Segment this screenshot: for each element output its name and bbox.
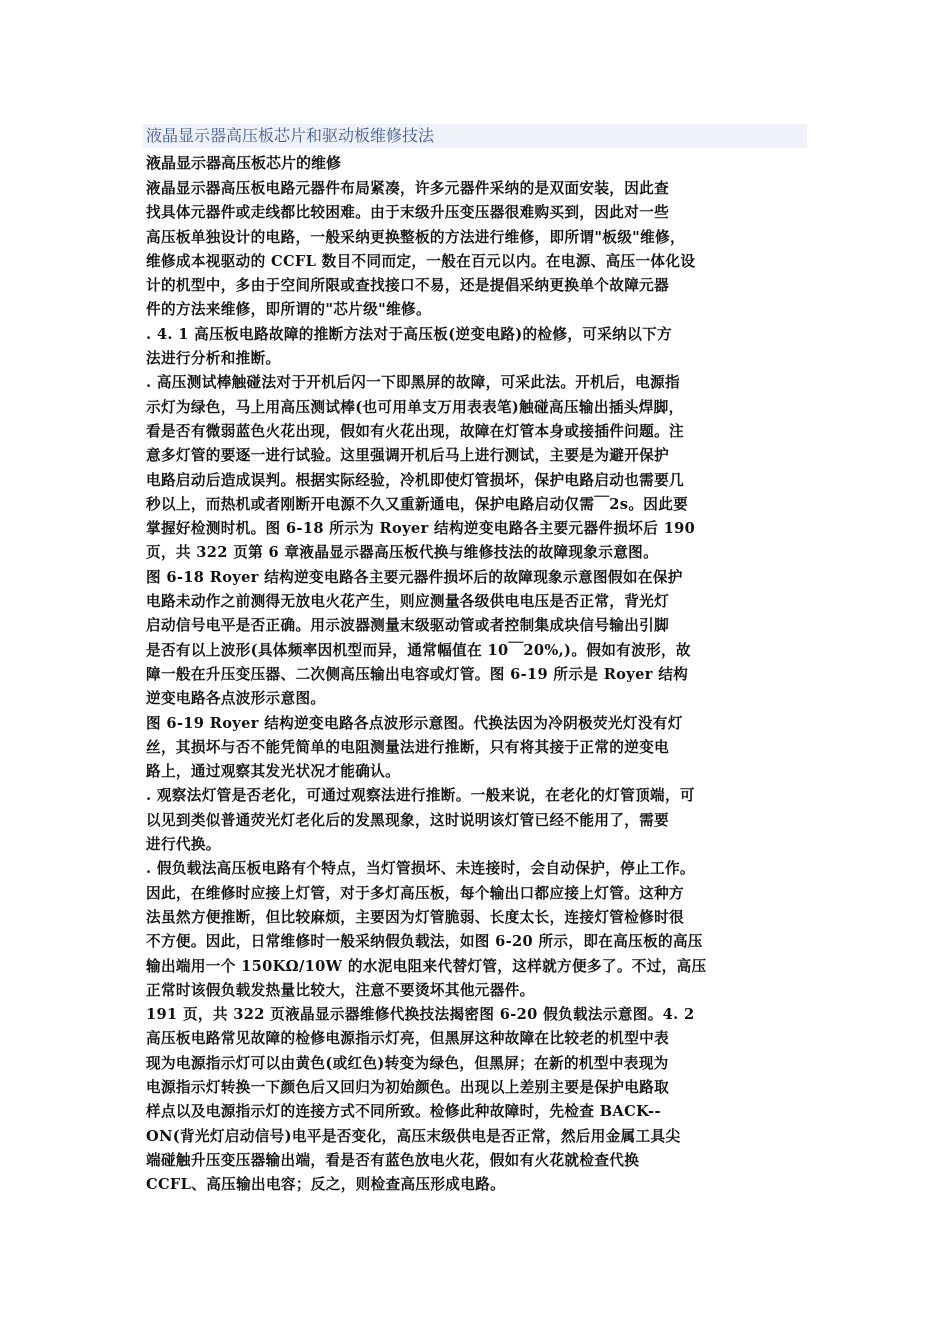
text-line: 液晶显示器高压板电路元器件布局紧凑，许多元器件采纳的是双面安装，因此查 bbox=[146, 180, 670, 197]
text-line: 不方便。因此，日常维修时一般采纳假负载法，如图 6-20 所示，即在高压板的高压 bbox=[146, 933, 703, 951]
text-line: . 高压测试棒触碰法对于开机后闪一下即黑屏的故障，可采此法。开机后，电源指 bbox=[146, 374, 680, 392]
text-line: 端碰触升压变压器输出端，看是否有蓝色放电火花，假如有火花就检查代换 bbox=[146, 1151, 640, 1169]
text-line: 秒以上，而热机或者刚断开电源不久又重新通电，保护电路启动仅需￣2s。因此要 bbox=[146, 495, 689, 513]
text-line: 示灯为绿色，马上用高压测试棒(也可用单支万用表表笔)触碰高压输出插头焊脚， bbox=[146, 398, 684, 416]
text-line: 路上，通过观察其发光状况才能确认。 bbox=[146, 763, 401, 781]
text-line: 图 6-19 Royer 结构逆变电路各点波形示意图。代换法因为冷阴极荧光灯没有灯 bbox=[146, 714, 683, 732]
text-line: 法虽然方便推断，但比较麻烦，主要因为灯管脆弱、长度太长，连接灯管检修时很 bbox=[146, 908, 684, 926]
body-text bbox=[146, 177, 811, 1197]
text-line: 高压板单独设计的电路，一般采纳更换整板的方法进行维修，即所谓"板级"维修， bbox=[146, 228, 685, 246]
text-line: . 假负载法高压板电路有个特点，当灯管损坏、未连接时，会自动保护，停止工作。 bbox=[146, 860, 695, 878]
text-line: 启动信号电平是否正确。用示波器测量末级驱动管或者控制集成块信号输出引脚 bbox=[146, 617, 670, 635]
text-line: . 观察法灯管是否老化，可通过观察法进行推断。一般来说，在老化的灯管顶端，可 bbox=[146, 787, 695, 805]
text-line: ON(背光灯启动信号)电平是否变化，高压末级供电是否正常，然后用金属工具尖 bbox=[146, 1127, 681, 1145]
text-line: 计的机型中，多由于空间所限或查找接口不易，还是提倡采纳更换单个故障元器 bbox=[146, 277, 670, 295]
text-line: 维修成本视驱动的 CCFL 数目不同而定，一般在百元以内。在电源、高压一体化设 bbox=[146, 252, 696, 270]
text-line: 高压板电路常见故障的检修电源指示灯亮，但黑屏这种故障在比较老的机型中表 bbox=[146, 1030, 670, 1048]
text-line: 掌握好检测时机。图 6-18 所示为 Royer 结构逆变电路各主要元器件损坏后 190 bbox=[146, 520, 696, 538]
section-heading: 液晶显示器高压板芯片的维修 bbox=[146, 154, 342, 172]
text-line: 页，共 322 页第 6 章液晶显示器高压板代换与维修技法的故障现象示意图。 bbox=[146, 544, 659, 562]
text-line: 意多灯管的要逐一进行试验。这里强调开机后马上进行测试，主要是为避开保护 bbox=[146, 447, 670, 465]
text-line: 电路未动作之前测得无放电火花产生，则应测量各级供电电压是否正常，背光灯 bbox=[146, 593, 670, 611]
document-title: 液晶显示器高压板芯片和驱动板维修技法 bbox=[146, 126, 435, 145]
text-line: 看是否有微弱蓝色火花出现，假如有火花出现，故障在灯管本身或接插件问题。注 bbox=[146, 422, 684, 440]
text-line: 件的方法来维修，即所谓的"芯片级"维修。 bbox=[146, 301, 431, 319]
text-line: 逆变电路各点波形示意图。 bbox=[146, 690, 326, 708]
text-line: 输出端用一个 150KΩ/10W 的水泥电阻来代替灯管，这样就方便多了。不过，高压 bbox=[146, 957, 707, 975]
text-line: 图 6-18 Royer 结构逆变电路各主要元器件损坏后的故障现象示意图假如在保护 bbox=[146, 568, 683, 586]
text-line: 现为电源指示灯可以由黄色(或红色)转变为绿色，但黑屏；在新的机型中表现为 bbox=[146, 1054, 669, 1072]
text-line: 以见到类似普通荧光灯老化后的发黑现象，这时说明该灯管已经不能用了，需要 bbox=[146, 811, 670, 829]
text-line: 进行代换。 bbox=[146, 836, 221, 854]
text-line: 障一般在升压变压器、二次侧高压输出电容或灯管。图 6-19 所示是 Royer 结构 bbox=[146, 665, 689, 683]
text-line: 电路启动后造成误判。根据实际经验，冷机即使灯管损坏，保护电路启动也需要几 bbox=[146, 471, 684, 489]
text-line: . 4. 1 高压板电路故障的推断方法对于高压板(逆变电路)的检修，可采纳以下方 bbox=[146, 325, 672, 343]
text-line: 找具体元器件或走线都比较困难。由于末级升压变压器很难购买到，因此对一些 bbox=[146, 204, 670, 222]
text-line: 法进行分析和推断。 bbox=[146, 350, 281, 368]
text-line: 191 页，共 322 页液晶显示器维修代换技法揭密图 6-20 假负载法示意图。4. 2 bbox=[146, 1006, 695, 1024]
text-line: 因此，在维修时应接上灯管，对于多灯高压板，每个输出口都应接上灯管。这种方 bbox=[146, 884, 684, 902]
text-line: 正常时该假负载发热量比较大，注意不要烫坏其他元器件。 bbox=[146, 981, 535, 999]
text-line: 电源指示灯转换一下颜色后又回归为初始颜色。出现以上差别主要是保护电路取 bbox=[146, 1078, 670, 1096]
text-line: 样点以及电源指示灯的连接方式不同所致。检修此种故障时，先检查 BACK-- bbox=[146, 1103, 661, 1121]
text-line: 丝，其损坏与否不能凭简单的电阻测量法进行推断，只有将其接于正常的逆变电 bbox=[146, 738, 670, 756]
text-line: CCFL、高压输出电容；反之，则检查高压形成电路。 bbox=[146, 1176, 506, 1194]
text-line: 是否有以上波形(具体频率因机型而异，通常幅值在 10￣20%,)。假如有波形，故 bbox=[146, 641, 691, 659]
